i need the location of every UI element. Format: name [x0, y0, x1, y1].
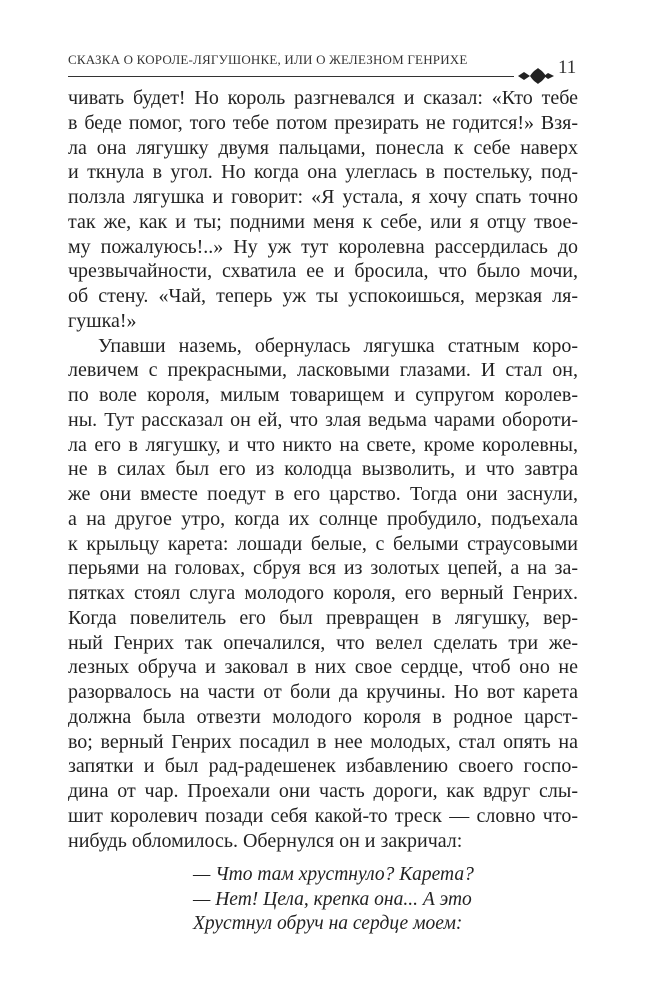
text-line: запятки и был рад-радешенек избавлению своего госпо- [68, 755, 578, 778]
text-line: не в силах был его из колодца вызволить, и что завтра [68, 458, 578, 481]
text-line: в беде помог, того тебе потом презирать не годится!» Взя- [68, 111, 578, 134]
text-line: левичем с прекрасными, ласковыми глазами. И стал он, [68, 359, 578, 382]
text-line: перьями на головах, сбруя вся из золотых цепей, а на за- [68, 557, 578, 580]
text-line: чивать будет! Но король разгневался и сказал: «Кто тебе [68, 87, 578, 109]
text-line: ла она лягушку двумя пальцами, понесла к себе наверх [68, 136, 578, 159]
text-line: к крыльцу карета: лошади белые, с белыми страусовыми [68, 532, 578, 555]
text-line: му пожалуюсь!..» Ну уж тут королевна рассердилась до [68, 235, 578, 258]
text-line: а на другое утро, когда их солнце пробудило, подъехала [68, 507, 578, 530]
text-line: пятках стоял слуга молодого короля, его верный Генрих. [68, 582, 578, 604]
text-line: Когда повелитель его был превращен в лягушку, вер- [68, 606, 578, 629]
text-line: и ткнула в угол. Но когда она улеглась в постельку, под- [68, 161, 578, 184]
page-number: 11 [558, 57, 577, 78]
body-text [68, 86, 578, 853]
text-line: чрезвычайности, схватила ее и бросила, что было мочи, [68, 260, 578, 283]
text-line: нибудь обломилось. Обернулся он и закричал: [68, 829, 463, 852]
header-rule [68, 76, 514, 77]
text-line: ны. Тут рассказал он ей, что злая ведьма чарами обороти- [68, 408, 578, 431]
text-line: же они вместе поедут в его царство. Тогда они заснули, [68, 483, 578, 505]
ornament-icon [508, 68, 554, 84]
text-line: по воле короля, милым товарищем и супругом королев- [68, 384, 578, 406]
verse-line: — Что там хрустнуло? Карета? [193, 864, 474, 885]
text-line: должна была отвезти молодого короля в родное царст- [68, 705, 578, 728]
text-line: во; верный Генрих посадил в нее молодых, стал опять на [68, 730, 578, 753]
text-line: об стену. «Чай, теперь уж ты успокоишься, мерзкая ля- [68, 285, 578, 307]
text-line: ла его в лягушку, и что никто на свете, кроме королевны, [68, 433, 578, 456]
text-line: дина от чар. Проехали они часть дороги, как вдруг слы- [68, 780, 578, 802]
text-line: разорвалось на части от боли да кручины. Но вот карета [68, 681, 578, 703]
running-head: СКАЗКА О КОРОЛЕ-ЛЯГУШОНКЕ, ИЛИ О ЖЕЛЕЗНОМ ГЕНРИХЕ [68, 52, 468, 67]
text-line: шит королевич позади себя какой-то треск — словно что- [68, 804, 578, 827]
verse [193, 863, 474, 937]
text-line: ползла лягушка и говорит: «Я устала, я хочу спать точно [68, 186, 578, 208]
text-line: так же, как и ты; подними меня к себе, или я отцу твое- [68, 210, 578, 233]
text-line: гушка!» [68, 309, 137, 332]
text-line: ный Генрих так опечалился, что велел сделать три же- [68, 631, 578, 654]
text-line: Упавши наземь, обернулась лягушка статным коро- [98, 334, 578, 357]
verse-line: Хрустнул обруч на сердце моем: [193, 913, 463, 934]
verse-line: — Нет! Цела, крепка она... А это [193, 888, 472, 910]
text-line: лезных обруча и заковал в них свое сердце, чтоб оно не [68, 656, 578, 679]
